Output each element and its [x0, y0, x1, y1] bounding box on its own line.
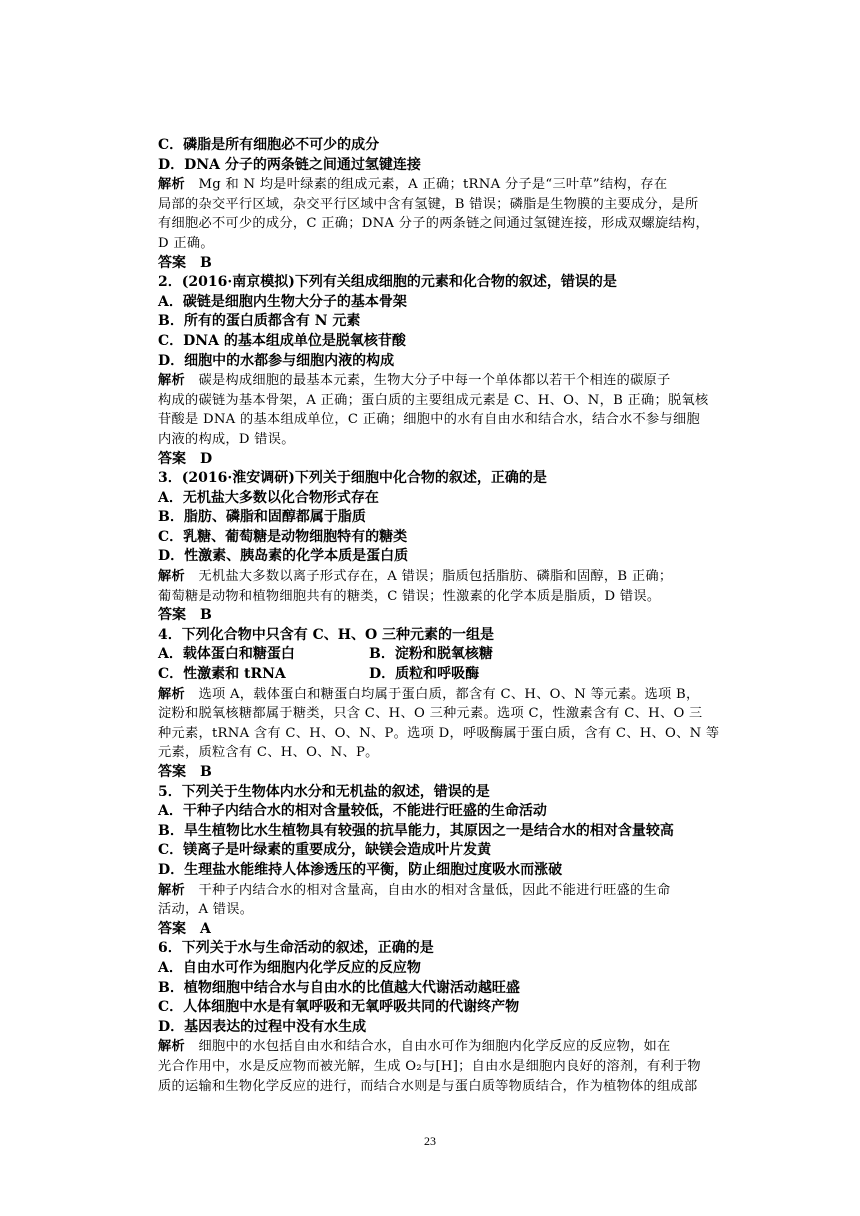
answer-label: 答案: [158, 764, 186, 780]
answer-line: 答案 A: [158, 920, 211, 937]
explanation-line: 局部的杂交平行区域，杂交平行区域中含有氢键，B 错误；磷脂是生物膜的主要成分，是所: [158, 196, 699, 212]
explanation-line: 解析 细胞中的水包括自由水和结合水，自由水可作为细胞内化学反应的反应物，如在: [158, 1039, 671, 1055]
explanation-label: 解析: [158, 569, 185, 585]
explanation-label: 解析: [158, 177, 185, 193]
option-line: B．植物细胞中结合水与自由水的比值越大代谢活动越旺盛: [158, 979, 520, 996]
explanation-line: 有细胞必不可少的成分，C 正确；DNA 分子的两条链之间通过氢键连接，形成双螺旋结构，: [158, 216, 709, 232]
explanation-label: 解析: [158, 1039, 185, 1055]
question-line: 6．下列关于水与生命活动的叙述，正确的是: [158, 940, 434, 957]
explanation-line: 质的运输和生物化学反应的进行，而结合水则是与蛋白质等物质结合，作为植物体的组成部: [158, 1078, 698, 1094]
answer-line: 答案 B: [158, 607, 212, 624]
explanation-line: 淀粉和脱氧核糖都属于糖类，只含 C、H、O 三种元素。选项 C，性激素含有 C、H、O 三: [158, 706, 703, 722]
page-number: 23: [424, 1134, 436, 1148]
option-line: C．人体细胞中水是有氧呼吸和无氧呼吸共同的代谢终产物: [158, 999, 520, 1016]
explanation-line: 种元素，tRNA 含有 C、H、O、N、P。选项 D，呼吸酶属于蛋白质，含有 C、H、O、N 等: [158, 725, 720, 741]
answer-line: 答案 B: [158, 254, 212, 271]
explanation-line: 解析 干种子内结合水的相对含量高，自由水的相对含量低，因此不能进行旺盛的生命: [158, 882, 671, 898]
option-line: C．DNA 的基本组成单位是脱氧核苷酸: [158, 332, 406, 349]
option-line: C．乳糖、葡萄糖是动物细胞特有的糖类: [158, 528, 408, 545]
option-text: B．淀粉和脱氧核糖: [369, 646, 493, 663]
option-line: A．自由水可作为细胞内化学反应的反应物: [158, 959, 421, 976]
option-line: D．细胞中的水都参与细胞内液的构成: [158, 352, 395, 369]
option-line: D．基因表达的过程中没有水生成: [158, 1018, 367, 1035]
explanation-line: 苷酸是 DNA 的基本组成单位，C 正确；细胞中的水有自由水和结合水，结合水不参与细胞: [158, 412, 700, 428]
option-line: A．干种子内结合水的相对含量较低，不能进行旺盛的生命活动: [158, 803, 547, 820]
explanation-line: 葡萄糖是动物和植物细胞共有的糖类，C 错误；性激素的化学本质是脂质，D 错误。: [158, 588, 661, 604]
option-line: C．镁离子是叶绿素的重要成分，缺镁会造成叶片发黄: [158, 842, 492, 859]
explanation-label: 解析: [158, 882, 185, 898]
answer-label: 答案: [158, 607, 186, 624]
answer-line: 答案 B: [158, 764, 212, 780]
explanation-line: 光合作用中，水是反应物而被光解，生成 O₂与[H]；自由水是细胞内良好的溶剂，有利于物: [158, 1058, 701, 1074]
question-line: 5．下列关于生物体内水分和无机盐的叙述，错误的是: [158, 783, 490, 800]
option-line: A．无机盐大多数以化合物形式存在: [158, 489, 379, 506]
explanation-line: 元素，质粒含有 C、H、O、N、P。: [158, 745, 379, 761]
option-line: C．磷脂是所有细胞必不可少的成分: [158, 137, 380, 153]
answer-label: 答案: [158, 450, 186, 467]
option-line: A．碳链是细胞内生物大分子的基本骨架: [158, 293, 407, 310]
answer-line: 答案 D: [158, 450, 213, 467]
explanation-line: 构成的碳链为基本骨架，A 正确；蛋白质的主要组成元素是 C、H、O、N，B 正确；脱氧核: [158, 392, 709, 408]
explanation-line: 活动，A 错误。: [158, 902, 254, 918]
question-line: 2．(2016·南京模拟)下列有关组成细胞的元素和化合物的叙述，错误的是: [158, 274, 617, 291]
option-line: D．DNA 分子的两条链之间通过氢键连接: [158, 156, 421, 173]
option-text: A．载体蛋白和糖蛋白: [158, 646, 295, 663]
explanation-line: 解析 选项 A，载体蛋白和糖蛋白均属于蛋白质，都含有 C、H、O、N 等元素。选项 B，: [158, 686, 700, 702]
explanation-line: 解析 Mg 和 N 均是叶绿素的组成元素，A 正确；tRNA 分子是“三叶草”结构，存在: [158, 177, 668, 193]
explanation-line: 解析 碳是构成细胞的最基本元素，生物大分子中每一个单体都以若干个相连的碳原子: [158, 373, 671, 389]
explanation-line: 解析 无机盐大多数以离子形式存在，A 错误；脂质包括脂肪、磷脂和固醇，B 正确；: [158, 569, 673, 585]
question-line: 3．(2016·淮安调研)下列关于细胞中化合物的叙述，正确的是: [158, 470, 547, 487]
option-row: [158, 645, 736, 665]
option-line: B．脂肪、磷脂和固醇都属于脂质: [158, 509, 366, 526]
explanation-label: 解析: [158, 373, 185, 389]
option-row: [158, 665, 736, 685]
option-line: B．旱生植物比水生植物具有较强的抗旱能力，其原因之一是结合水的相对含量较高: [158, 822, 674, 839]
answer-label: 答案: [158, 920, 186, 937]
document-body: [158, 136, 736, 1096]
answer-label: 答案: [158, 254, 186, 271]
option-line: D．性激素、胰岛素的化学本质是蛋白质: [158, 548, 409, 565]
option-line: D．生理盐水能维持人体渗透压的平衡，防止细胞过度吸水而涨破: [158, 861, 563, 878]
explanation-line: D 正确。: [158, 235, 214, 251]
explanation-line: 内液的构成，D 错误。: [158, 431, 295, 447]
explanation-label: 解析: [158, 686, 185, 702]
option-text: C．性激素和 tRNA: [158, 666, 286, 683]
question-line: 4．下列化合物中只含有 C、H、O 三种元素的一组是: [158, 626, 495, 643]
option-text: D．质粒和呼吸酶: [369, 666, 480, 683]
option-line: B．所有的蛋白质都含有 N 元素: [158, 313, 361, 330]
